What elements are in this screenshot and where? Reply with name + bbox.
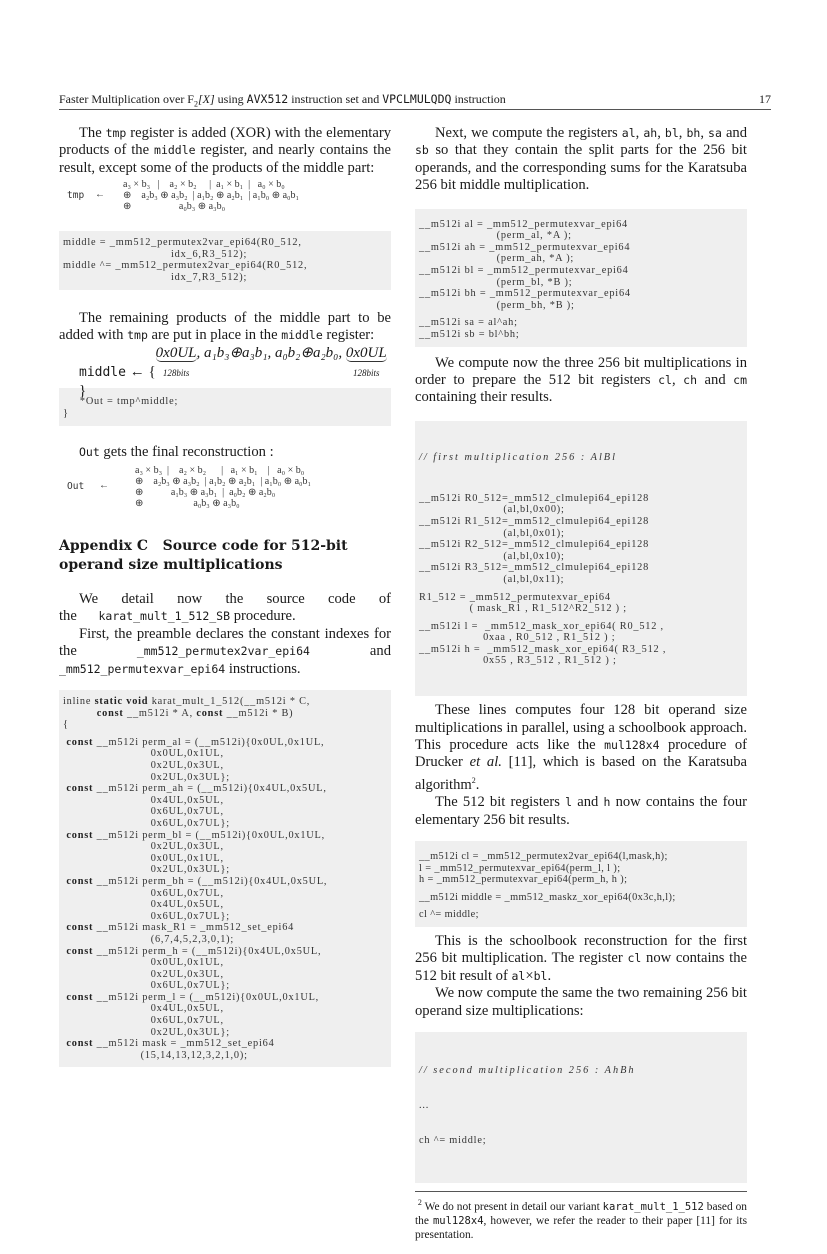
equation-row: ⊕ a₂b₃ ⊕ a₃b₂ | a₁b₂ ⊕ a₂b₁ | a₁b₀ ⊕ a₀b₁ bbox=[123, 190, 299, 202]
code-block-out-assign bbox=[59, 388, 391, 425]
text: , bbox=[678, 125, 687, 141]
code-line: idx_7,R3_512); bbox=[63, 272, 248, 283]
code-line: middle ^= _mm512_permutex2var_epi64(R0_512, bbox=[63, 260, 308, 272]
code-text bbox=[63, 708, 97, 719]
title-x: [X] bbox=[197, 92, 215, 106]
code-function: _mm512_permutexvar_epi64 bbox=[59, 661, 226, 676]
paragraph-512-registers bbox=[415, 794, 747, 829]
paragraph-remaining-products bbox=[59, 310, 391, 345]
code-line: 0x2UL,0x3UL}; bbox=[63, 1026, 230, 1038]
code-keyword: static void bbox=[94, 696, 149, 708]
equation-row: ⊕ a₂b₃ ⊕ a₃b₂ | a₁b₂ ⊕ a₂b₁ | a₁b₀ ⊕ a₀b₁ bbox=[135, 476, 311, 487]
code-line: __m512i R3_512=_mm512_clmulepi64_epi128 bbox=[419, 562, 650, 574]
code-line: (perm_bl, *B ); bbox=[419, 276, 573, 288]
title-avx512: AVX512 bbox=[246, 92, 289, 106]
code-line: (al,bl,0x11); bbox=[419, 573, 565, 585]
code-line: 0x6UL,0x7UL}; bbox=[63, 817, 230, 829]
code-line: (perm_bh, *B ); bbox=[419, 299, 575, 311]
code-keyword: const bbox=[66, 875, 94, 887]
code-line: 0x6UL,0x7UL}; bbox=[63, 980, 230, 992]
code-line: 0x0UL,0x1UL, bbox=[63, 748, 224, 760]
code-block-middle-permute bbox=[59, 231, 391, 289]
code-line: 0x6UL,0x7UL, bbox=[63, 1015, 224, 1027]
text: The remaining products of the middle part to be added with bbox=[59, 309, 391, 343]
equation-row: ⊕ a₁b₃ ⊕ a₃b₁ | a₀b₂ ⊕ a₂b₀ bbox=[135, 487, 276, 498]
code-line: 0x4UL,0x5UL, bbox=[63, 1003, 224, 1015]
code-line: } bbox=[63, 408, 69, 419]
code-register: sa bbox=[708, 126, 722, 140]
out-equation bbox=[59, 465, 391, 515]
code-line: R1_512 = _mm512_permutexvar_epi64 bbox=[419, 591, 611, 603]
code-middle: middle bbox=[154, 143, 196, 158]
paragraph-schoolbook bbox=[415, 702, 747, 794]
assign-arrow: ← bbox=[99, 480, 109, 491]
code-line: __m512i bh = _mm512_permutexvar_epi64 bbox=[419, 288, 631, 300]
paragraph-tmp-register bbox=[59, 125, 391, 177]
text: gets the final reconstruction : bbox=[99, 443, 274, 460]
code-line: (6,7,4,5,2,3,0,1); bbox=[63, 933, 235, 945]
code-register: cl bbox=[658, 372, 672, 387]
paragraph-detail-source bbox=[59, 591, 391, 626]
code-line: 0x6UL,0x7UL, bbox=[63, 887, 224, 899]
code-keyword: const bbox=[66, 1038, 94, 1050]
text: We compute now the three 256 bit multiplications in order to prepare the 512 bit registers bbox=[415, 354, 747, 388]
code-line: (perm_al, *A ); bbox=[419, 230, 572, 242]
code-line: __m512i sa = al^ah; bbox=[419, 317, 518, 329]
middle-equation bbox=[59, 344, 391, 400]
code-text: __m512i * A, bbox=[123, 707, 197, 719]
text: register is added (XOR) with the elementary products of the bbox=[59, 125, 391, 159]
text: and bbox=[697, 371, 734, 388]
code-line: ... bbox=[419, 1099, 430, 1111]
code-line: __m512i sb = bl^bh; bbox=[419, 328, 520, 340]
code-line bbox=[63, 876, 387, 888]
text-etal: et al. bbox=[469, 754, 502, 771]
code-line: 0x2UL,0x3UL, bbox=[63, 968, 224, 980]
text: and bbox=[309, 643, 391, 660]
code-tmp: tmp bbox=[127, 328, 148, 342]
code-register: ch bbox=[683, 372, 698, 387]
appendix-title: Source code for 512-bit operand size multiplications bbox=[59, 538, 348, 573]
title-text: Faster Multiplication over F bbox=[59, 92, 194, 106]
footnote bbox=[415, 1196, 747, 1242]
code-line: 0x2UL,0x3UL, bbox=[63, 841, 224, 853]
code-line bbox=[63, 783, 387, 795]
code-line bbox=[63, 1038, 387, 1050]
text: procedure. bbox=[230, 608, 296, 625]
code-line: __m512i l = _mm512_mask_xor_epi64( R0_512 , bbox=[419, 620, 664, 632]
text: now contains the four elementary 256 bit results. bbox=[415, 794, 747, 828]
code-line: 0x2UL,0x3UL, bbox=[63, 760, 224, 771]
paragraph-split-registers bbox=[415, 125, 747, 195]
code-comment: // second multiplication 256 : AhBh bbox=[419, 1065, 636, 1077]
code-line: *Out = tmp^middle; bbox=[63, 396, 179, 408]
code-text: __m512i perm_l = (__m512i){0x0UL,0x1UL, bbox=[93, 991, 320, 1003]
title-text: instruction set and bbox=[288, 92, 383, 106]
code-out: Out bbox=[79, 444, 100, 459]
text: . bbox=[475, 776, 480, 793]
equation-label: Out bbox=[67, 481, 85, 492]
code-block-reconstruction bbox=[415, 841, 747, 927]
code-line: 0x6UL,0x7UL}; bbox=[63, 910, 230, 922]
text: are put in place in the bbox=[147, 327, 282, 343]
text: , bbox=[635, 125, 644, 141]
text: The bbox=[79, 125, 106, 141]
assign-arrow: ← bbox=[129, 364, 145, 381]
paragraph-preamble bbox=[59, 626, 391, 678]
code-line: middle = _mm512_permutex2var_epi64(R0_512, bbox=[63, 237, 302, 249]
code-text: __m512i mask = _mm512_set_epi64 bbox=[93, 1038, 275, 1050]
code-register: bh bbox=[686, 126, 701, 140]
code-register: bl bbox=[664, 126, 679, 140]
text: , however, we refer the reader to their paper [11] for its presentation. bbox=[415, 1215, 748, 1242]
text: [11], which is based on the Karatsuba algorithm bbox=[415, 754, 747, 793]
text: so that they contain the split parts for the 256 bit operands, and the corresponding sums for the Karatsuba 256 bit middle multiplication. bbox=[415, 142, 747, 194]
code-text: __m512i perm_h = (__m512i){0x4UL,0x5UL, bbox=[93, 945, 322, 957]
left-column bbox=[59, 125, 391, 1067]
code-register: al bbox=[511, 968, 526, 983]
code-line: (al,bl,0x00); bbox=[419, 504, 565, 516]
code-line: (al,bl,0x01); bbox=[419, 527, 565, 539]
code-block-first-multiplication bbox=[415, 421, 747, 696]
running-title bbox=[59, 92, 506, 108]
text: register, and nearly contains the result, except some of the products of the middle part: bbox=[59, 142, 391, 176]
term-value: 0x0UL bbox=[345, 345, 387, 362]
paragraph-cl-result bbox=[415, 933, 747, 985]
code-line bbox=[63, 992, 387, 1004]
assign-arrow: ← bbox=[95, 189, 105, 201]
code-register: sb bbox=[415, 143, 429, 158]
code-line: 0x4UL,0x5UL, bbox=[63, 899, 224, 911]
text: , bbox=[700, 125, 709, 141]
equation-row: a₃ × b₃ | a₂ × b₂ | a₁ × b₁ | a₀ × b₀ bbox=[123, 179, 285, 191]
code-line bbox=[63, 696, 387, 708]
underbrace-term bbox=[156, 344, 197, 382]
text: based on the bbox=[415, 1201, 747, 1228]
code-line bbox=[63, 946, 387, 958]
code-keyword: const bbox=[96, 707, 124, 719]
code-lines bbox=[419, 487, 743, 667]
code-line: __m512i R0_512=_mm512_clmulepi64_epi128 bbox=[419, 492, 650, 504]
text: procedure of Drucker bbox=[415, 737, 747, 771]
code-procedure: karat_mult_1_512 bbox=[602, 1201, 704, 1214]
text: We detail now the source code of the bbox=[59, 591, 391, 625]
code-register: al bbox=[621, 126, 636, 140]
text: . bbox=[547, 967, 552, 984]
code-middle: middle bbox=[281, 328, 323, 342]
text: Next, we compute the registers bbox=[435, 125, 622, 141]
term-value: 0x0UL bbox=[155, 345, 197, 362]
code-line: 0x0UL,0x1UL, bbox=[63, 957, 224, 969]
code-text: __m512i mask_R1 = _mm512_set_epi64 bbox=[93, 922, 295, 934]
code-line: __m512i R1_512=_mm512_clmulepi64_epi128 bbox=[419, 515, 650, 527]
code-comment: // first multiplication 256 : AlBl bbox=[419, 451, 617, 463]
code-keyword: const bbox=[196, 707, 224, 719]
footnote-marker[interactable]: 2 bbox=[471, 775, 476, 785]
text: The 512 bit registers bbox=[435, 794, 566, 811]
equation-label: middle bbox=[79, 365, 126, 381]
code-procedure: karat_mult_1_512_SB bbox=[98, 609, 231, 624]
code-text: karat_mult_1_512(__m512i * C, bbox=[148, 696, 311, 708]
paragraph-remaining-multiplications: We now compute the same the two remaining 256 bit operand size multiplications: bbox=[415, 985, 747, 1019]
close-brace: } bbox=[79, 383, 87, 400]
code-register: cl bbox=[627, 951, 642, 966]
code-keyword: const bbox=[66, 783, 94, 795]
code-line: __m512i bl = _mm512_permutexvar_epi64 bbox=[419, 265, 629, 276]
code-keyword: const bbox=[66, 991, 94, 1003]
appendix-number: Appendix C bbox=[59, 538, 148, 554]
text: , bbox=[657, 125, 665, 141]
code-line: 0x2UL,0x3UL}; bbox=[63, 864, 230, 876]
code-line: l = _mm512_permutexvar_epi64(perm_l, l ); bbox=[419, 862, 621, 874]
code-register: bl bbox=[533, 968, 548, 983]
code-block-second-multiplication bbox=[415, 1032, 747, 1184]
code-line: { bbox=[63, 719, 69, 731]
footnote-divider bbox=[415, 1191, 747, 1192]
title-subscript: 2 bbox=[193, 99, 198, 109]
code-line: ch ^= middle; bbox=[419, 1134, 487, 1146]
code-function: _mm512_permutex2var_epi64 bbox=[136, 644, 310, 659]
code-line: h = _mm512_permutexvar_epi64(perm_h, h ); bbox=[419, 874, 628, 886]
code-procedure: mul128x4 bbox=[604, 738, 660, 753]
page-number: 17 bbox=[759, 92, 771, 106]
code-register: ah bbox=[643, 126, 658, 140]
text: , bbox=[671, 371, 684, 388]
code-register: cm bbox=[733, 372, 747, 387]
code-register: h bbox=[603, 795, 611, 810]
code-line: idx_6,R3_512); bbox=[63, 248, 248, 260]
code-line: cl ^= middle; bbox=[419, 909, 479, 921]
code-line: 0x0UL,0x1UL, bbox=[63, 852, 224, 864]
code-text: inline bbox=[63, 696, 95, 708]
equation-row: ⊕ a₀b₃ ⊕ a₃b₀ bbox=[135, 498, 240, 509]
middle-terms: , a₁b₃⊕a₃b₁, a₀b₂⊕a₂b₀, bbox=[196, 345, 346, 362]
open-brace: { bbox=[148, 364, 156, 381]
code-line bbox=[63, 922, 387, 934]
appendix-heading bbox=[59, 537, 391, 575]
times-symbol: × bbox=[525, 967, 534, 984]
code-line: 0xaa , R0_512 , R1_512 ) ; bbox=[419, 632, 616, 644]
code-line: 0x2UL,0x3UL}; bbox=[63, 771, 230, 783]
equation-label: tmp bbox=[67, 190, 85, 202]
text: and bbox=[572, 794, 604, 811]
code-block-preamble bbox=[59, 690, 391, 1067]
code-line: (al,bl,0x10); bbox=[419, 550, 565, 562]
code-keyword: const bbox=[66, 736, 94, 748]
title-text: instruction bbox=[451, 92, 506, 106]
code-line bbox=[63, 708, 387, 720]
text: This is the schoolbook reconstruction for the first 256 bit multiplication. The register bbox=[415, 932, 747, 967]
code-line: 0x4UL,0x5UL, bbox=[63, 794, 224, 806]
code-line: 0x55 , R3_512 , R1_512 ) ; bbox=[419, 655, 617, 667]
paragraph-three-multiplications bbox=[415, 355, 747, 407]
code-register: l bbox=[565, 795, 573, 810]
text: and bbox=[721, 125, 748, 141]
code-keyword: const bbox=[66, 829, 94, 841]
code-line: (15,14,13,12,3,2,1,0); bbox=[63, 1049, 248, 1061]
title-vpclmulqdq: VPCLMULQDQ bbox=[382, 92, 452, 106]
underbrace-term bbox=[346, 344, 387, 382]
title-text: using bbox=[214, 92, 247, 106]
code-procedure: mul128x4 bbox=[432, 1215, 484, 1228]
code-line: 0x6UL,0x7UL, bbox=[63, 806, 224, 818]
code-line: ( mask_R1 , R1_512^R2_512 ) ; bbox=[419, 603, 627, 615]
code-keyword: const bbox=[66, 922, 94, 934]
running-header bbox=[59, 91, 771, 110]
text: instructions. bbox=[225, 660, 301, 677]
code-tmp: tmp bbox=[105, 126, 127, 140]
code-line: __m512i h = _mm512_mask_xor_epi64( R3_512 , bbox=[419, 643, 667, 655]
code-text: __m512i perm_bh = (__m512i){0x4UL,0x5UL, bbox=[93, 875, 328, 887]
code-line: __m512i al = _mm512_permutexvar_epi64 bbox=[419, 218, 628, 230]
code-block-split bbox=[415, 209, 747, 347]
text: First, the preamble declares the constant indexes for the bbox=[59, 625, 391, 660]
text: now contains the 512 bit result of bbox=[415, 950, 747, 984]
code-line bbox=[63, 737, 387, 749]
equation-row: ⊕ a₀b₃ ⊕ a₃b₀ bbox=[123, 201, 226, 213]
footnote-number: 2 bbox=[417, 1198, 422, 1208]
tmp-equation bbox=[59, 179, 391, 219]
code-line: __m512i R2_512=_mm512_clmulepi64_epi128 bbox=[419, 539, 650, 551]
code-text: __m512i * B) bbox=[223, 707, 294, 719]
paragraph-out-reconstruction bbox=[59, 444, 391, 461]
equation-row: a₃ × b₃ | a₂ × b₂ | a₁ × b₁ | a₀ × b₀ bbox=[135, 465, 305, 476]
code-line: __m512i cl = _mm512_permutex2var_epi64(l,mask,h); bbox=[419, 850, 668, 862]
code-line: __m512i middle = _mm512_maskz_xor_epi64(0x3c,h,l); bbox=[419, 891, 676, 903]
code-text: __m512i perm_al = (__m512i){0x0UL,0x1UL, bbox=[93, 736, 325, 748]
code-line: (perm_ah, *A ); bbox=[419, 253, 575, 265]
text: register: bbox=[322, 327, 375, 343]
right-column bbox=[415, 125, 747, 1254]
code-text: __m512i perm_bl = (__m512i){0x0UL,0x1UL, bbox=[93, 829, 325, 841]
code-text: __m512i perm_ah = (__m512i){0x4UL,0x5UL, bbox=[93, 783, 327, 795]
text: These lines computes four 128 bit operand size multiplications in parallel, using a schoolbook approach. This procedure acts like the bbox=[415, 702, 747, 754]
term-annotation: 128bits bbox=[353, 368, 380, 379]
code-line bbox=[63, 830, 387, 842]
code-keyword: const bbox=[66, 945, 94, 957]
code-line: __m512i ah = _mm512_permutexvar_epi64 bbox=[419, 241, 631, 253]
text: We do not present in detail our variant bbox=[421, 1201, 603, 1214]
text: containing their results. bbox=[415, 389, 553, 406]
term-annotation: 128bits bbox=[162, 368, 190, 379]
